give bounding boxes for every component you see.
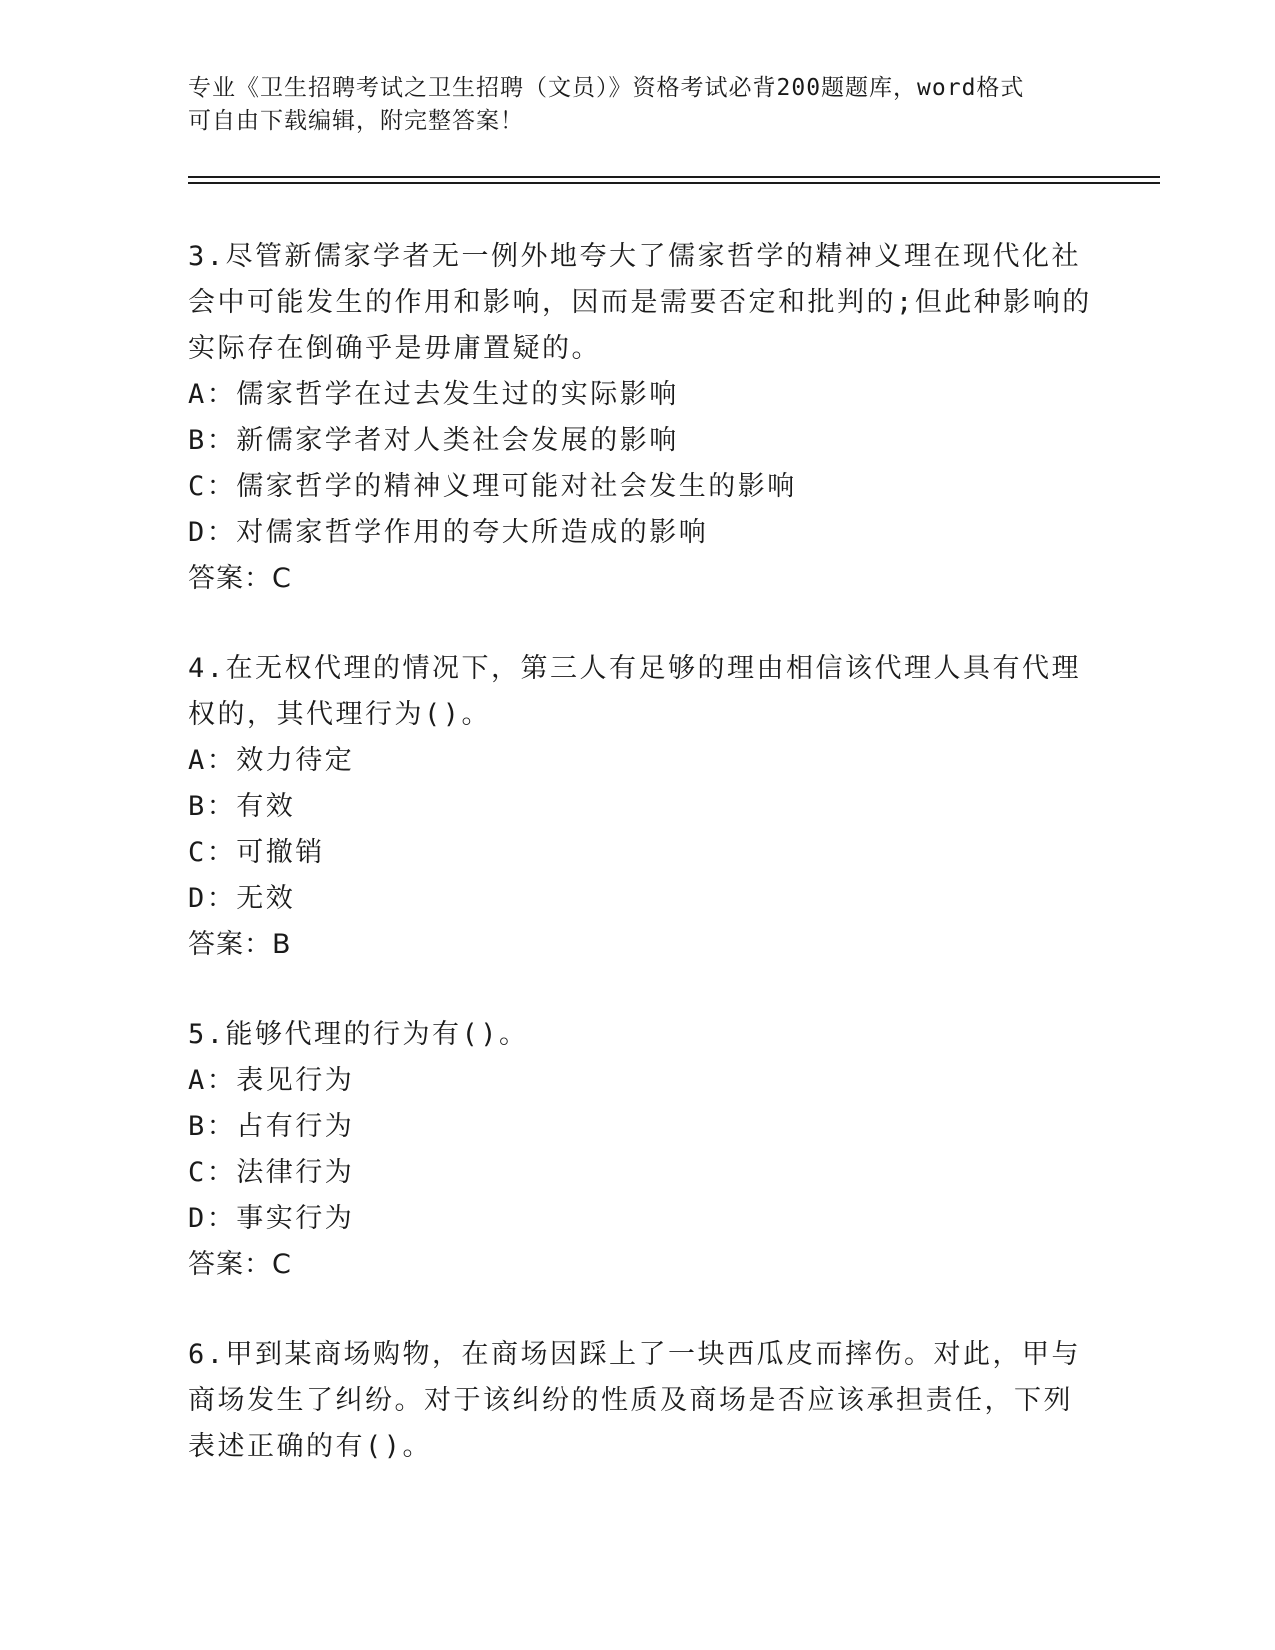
question-4 — [188, 646, 1088, 968]
document-header — [188, 72, 1088, 138]
question-text: 商场发生了纠纷。对于该纠纷的性质及商场是否应该承担责任，下列 — [188, 1385, 1073, 1416]
option-c: C：儒家哲学的精神义理可能对社会发生的影响 — [188, 471, 797, 502]
option-a: A：儒家哲学在过去发生过的实际影响 — [188, 379, 679, 410]
question-text: 权的，其代理行为()。 — [188, 699, 492, 730]
option-a: A：效力待定 — [188, 745, 355, 776]
question-text: 表述正确的有()。 — [188, 1431, 433, 1462]
question-5 — [188, 1012, 1088, 1288]
question-text: 4.在无权代理的情况下，第三人有足够的理由相信该代理人具有代理 — [188, 653, 1082, 684]
option-d: D：无效 — [188, 883, 296, 914]
question-text: 6.甲到某商场购物，在商场因踩上了一块西瓜皮而摔伤。对此，甲与 — [188, 1339, 1082, 1370]
header-divider-top — [188, 176, 1160, 178]
option-b: B：占有行为 — [188, 1111, 355, 1142]
header-line-1: 专业《卫生招聘考试之卫生招聘（文员）》资格考试必背200题题库，word格式 — [188, 75, 1025, 101]
option-b: B：有效 — [188, 791, 296, 822]
answer: 答案：C — [188, 1249, 292, 1280]
header-line-2: 可自由下载编辑，附完整答案！ — [188, 108, 524, 134]
option-d: D：对儒家哲学作用的夸大所造成的影响 — [188, 517, 709, 548]
option-c: C：法律行为 — [188, 1157, 355, 1188]
answer: 答案：C — [188, 563, 292, 594]
question-3 — [188, 234, 1092, 602]
option-a: A：表见行为 — [188, 1065, 355, 1096]
question-text: 实际存在倒确乎是毋庸置疑的。 — [188, 333, 601, 364]
option-d: D：事实行为 — [188, 1203, 355, 1234]
answer: 答案：B — [188, 929, 292, 960]
question-6 — [188, 1332, 1088, 1470]
question-text: 3.尽管新儒家学者无一例外地夸大了儒家哲学的精神义理在现代化社 — [188, 241, 1082, 272]
option-b: B：新儒家学者对人类社会发展的影响 — [188, 425, 679, 456]
question-text: 会中可能发生的作用和影响，因而是需要否定和批判的;但此种影响的 — [188, 287, 1092, 318]
header-divider-bottom — [188, 182, 1160, 184]
question-text: 5.能够代理的行为有()。 — [188, 1019, 529, 1050]
option-c: C：可撤销 — [188, 837, 325, 868]
